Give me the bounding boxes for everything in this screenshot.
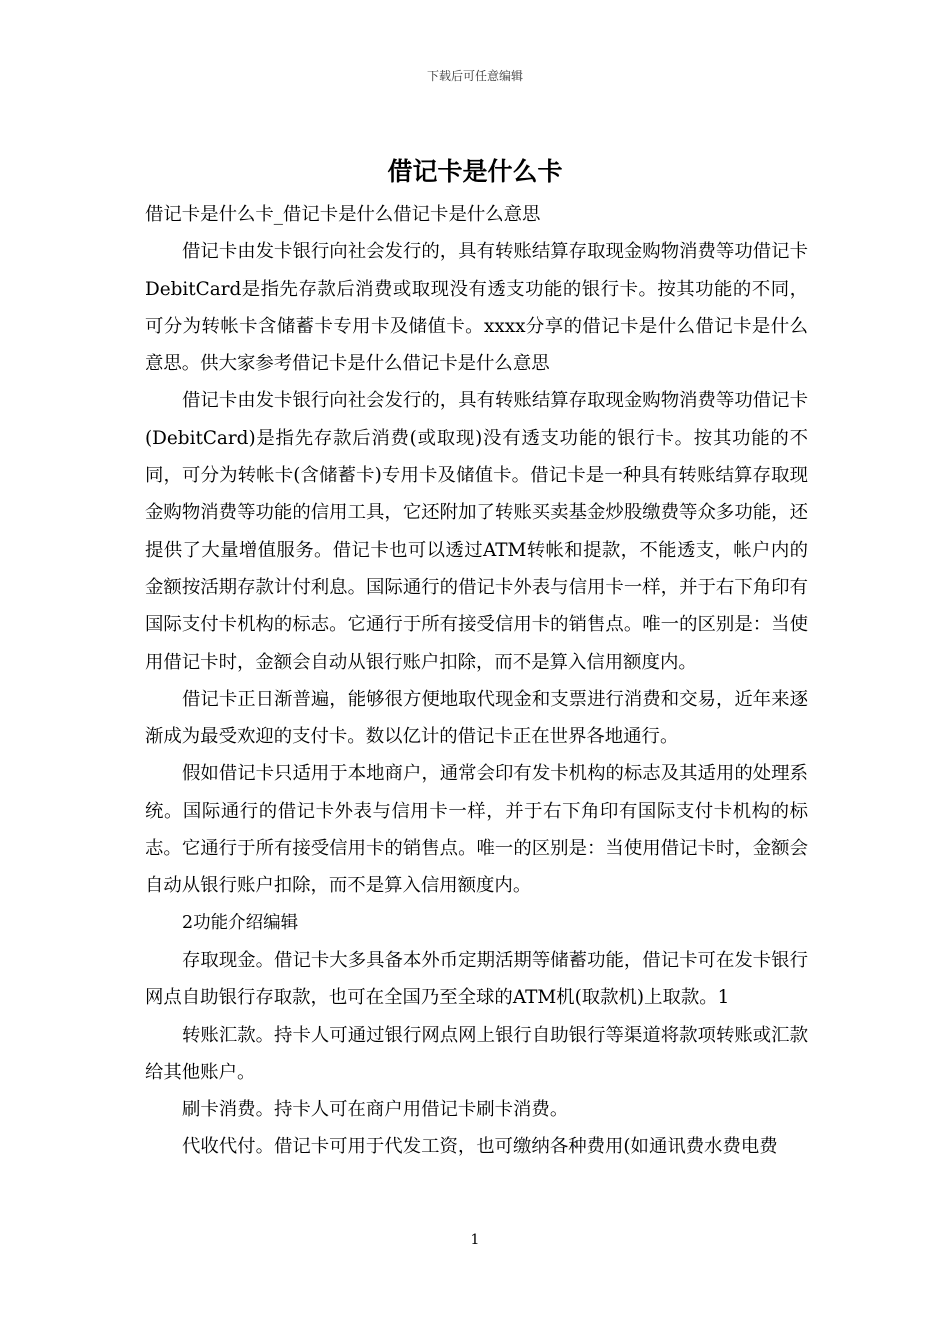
- paragraph: 转账汇款。持卡人可通过银行网点网上银行自助银行等渠道将款项转账或汇款给其他账户。: [145, 1024, 808, 1083]
- header-note: 下载后可任意编辑: [426, 69, 523, 83]
- paragraph: 借记卡正日渐普遍，能够很方便地取代现金和支票进行消费和交易，近年来逐渐成为最受欢迎的支付卡。数以亿计的借记卡正在世界各地通行。: [145, 688, 808, 748]
- paragraph: 假如借记卡只适用于本地商户，通常会印有发卡机构的标志及其适用的处理系统。国际通行的借记卡外表与信用卡一样，并于右下角印有国际支付卡机构的标志。它通行于所有接受信用卡的销售点。唯一的区别是：当使用借记卡时，金额会自动从银行账户扣除，而不是算入信用额度内。: [145, 763, 808, 897]
- paragraph: 代收代付。借记卡可用于代发工资，也可缴纳各种费用(如通讯费水费电费: [182, 1136, 778, 1158]
- paragraph: 借记卡由发卡银行向社会发行的，具有转账结算存取现金购物消费等功借记卡DebitCard是指先存款后消费或取现没有透支功能的银行卡。按其功能的不同，可分为转帐卡含储蓄卡专用卡及储值卡。xxxx分享的借记卡是什么借记卡是什么意思。供大家参考借记卡是什么借记卡是什么意思: [145, 241, 808, 375]
- page-number: 1: [470, 1232, 480, 1248]
- paragraph: 借记卡由发卡银行向社会发行的，具有转账结算存取现金购物消费等功借记卡(DebitCard)是指先存款后消费(或取现)没有透支功能的银行卡。按其功能的不同，可分为转帐卡(含储蓄卡)专用卡及储值卡。借记卡是一种具有转账结算存取现金购物消费等功能的信用工具，它还附加了转账买卖基金炒股缴费等众多功能，还提供了大量增值服务。借记卡也可以透过ATM转帐和提款，不能透支，帐户内的金额按活期存款计付利息。国际通行的借记卡外表与信用卡一样，并于右下角印有国际支付卡机构的标志。它通行于所有接受信用卡的销售点。唯一的区别是：当使用借记卡时，金额会自动从银行账户扣除，而不是算入信用额度内。: [145, 390, 808, 673]
- document-body: [145, 196, 808, 1166]
- section-heading: 2功能介绍编辑: [182, 912, 299, 933]
- document-title: 借记卡是什么卡: [387, 157, 563, 186]
- paragraph: 刷卡消费。持卡人可在商户用借记卡刷卡消费。: [182, 1099, 569, 1121]
- subtitle-line: 借记卡是什么卡_借记卡是什么借记卡是什么意思: [145, 204, 541, 225]
- paragraph: 存取现金。借记卡大多具备本外币定期活期等储蓄功能，借记卡可在发卡银行网点自助银行存取款，也可在全国乃至全球的ATM机(取款机)上取款。1: [145, 949, 808, 1009]
